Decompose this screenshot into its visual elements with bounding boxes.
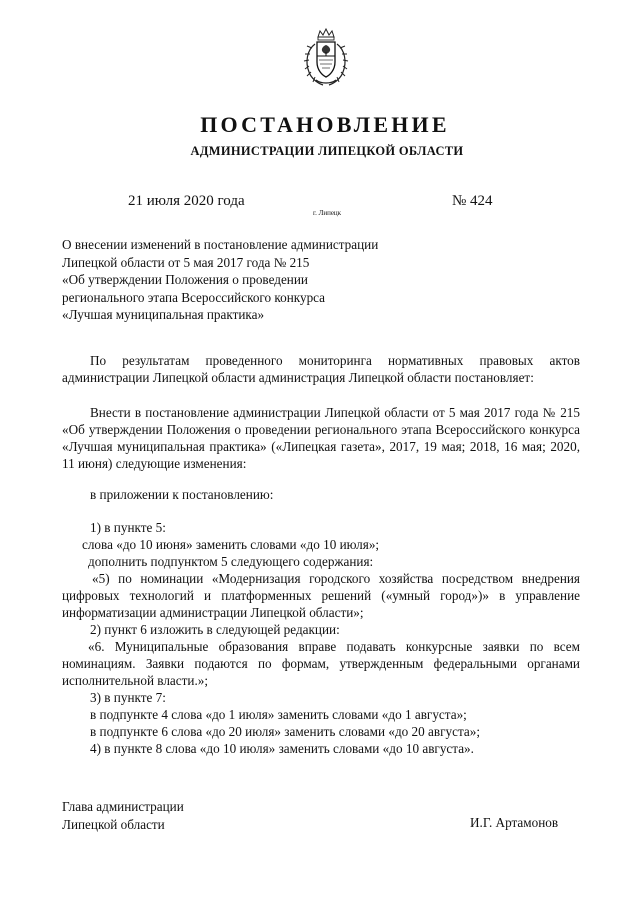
lipetsk-coat-of-arms-icon bbox=[303, 28, 349, 88]
amendment-item: 4) в пункте 8 слова «до 10 июля» заменить словами «до 10 августа». bbox=[90, 741, 474, 756]
amendment-item: слова «до 10 июня» заменить словами «до 10 июля»; bbox=[82, 537, 380, 552]
main-paragraph bbox=[62, 404, 580, 472]
main-text: Внести в постановление администрации Липецкой области от 5 мая 2017 года № 215 «Об утверждении Положения о проведении регионального этапа Всероссийского конкурса «Лучшая муниципальная практика» («Липецкая газета», 2017, 19 мая; 2018, 16 мая; 2020, 11 июня) следующие изменения: bbox=[62, 405, 580, 471]
preamble-paragraph bbox=[62, 352, 580, 386]
signatory-position bbox=[62, 798, 184, 833]
preamble-text: По результатам проведенного мониторинга нормативных правовых актов администрации Липецкой области администрация Липецкой области постановляет: bbox=[62, 353, 580, 385]
amendment-item: 1) в пункте 5: bbox=[90, 520, 166, 535]
subject-line: «Лучшая муниципальная практика» bbox=[62, 307, 265, 322]
amendment-item: 2) пункт 6 изложить в следующей редакции: bbox=[90, 622, 340, 637]
document-subject bbox=[62, 236, 442, 324]
subject-line: регионального этапа Всероссийского конкурса bbox=[62, 289, 326, 305]
amendment-item: «5) по номинации «Модернизация городского хозяйства посредством внедрения цифровых технологий и платформенных решений («умный город»)» в управление информатизации администрации Липецкой области»; bbox=[62, 571, 580, 620]
amendment-item: 3) в пункте 7: bbox=[90, 690, 166, 705]
document-number: № 424 bbox=[452, 193, 493, 209]
document-date: 21 июля 2020 года bbox=[128, 193, 245, 209]
signatory-name: И.Г. Артамонов bbox=[470, 815, 559, 830]
amendments-list bbox=[62, 519, 580, 757]
amendment-item: в подпункте 4 слова «до 1 июля» заменить словами «до 1 августа»; bbox=[90, 707, 467, 722]
document-city: г. Липецк bbox=[313, 209, 342, 217]
subject-line: О внесении изменений в постановление администрации bbox=[62, 237, 379, 252]
subject-line: «Об утверждении Положения о проведении bbox=[62, 272, 308, 287]
amendment-item: «6. Муниципальные образования вправе подавать конкурсные заявки по всем номинациям. Заявки подаются по формам, утвержденным федеральными органами исполнительной власти.»; bbox=[62, 639, 580, 688]
signatory-position-line: Глава администрации bbox=[62, 799, 184, 814]
document-title: ПОСТАНОВЛЕНИЕ bbox=[200, 112, 450, 137]
signatory-position-line: Липецкой области bbox=[62, 816, 165, 832]
document-subtitle: АДМИНИСТРАЦИИ ЛИПЕЦКОЙ ОБЛАСТИ bbox=[190, 144, 464, 158]
amendment-item: дополнить подпунктом 5 следующего содержания: bbox=[88, 554, 374, 569]
subject-line: Липецкой области от 5 мая 2017 года № 215 bbox=[62, 254, 310, 270]
appendix-paragraph bbox=[62, 486, 580, 503]
appendix-text: в приложении к постановлению: bbox=[90, 487, 274, 502]
amendment-item: в подпункте 6 слова «до 20 июля» заменить словами «до 20 августа»; bbox=[90, 724, 481, 739]
